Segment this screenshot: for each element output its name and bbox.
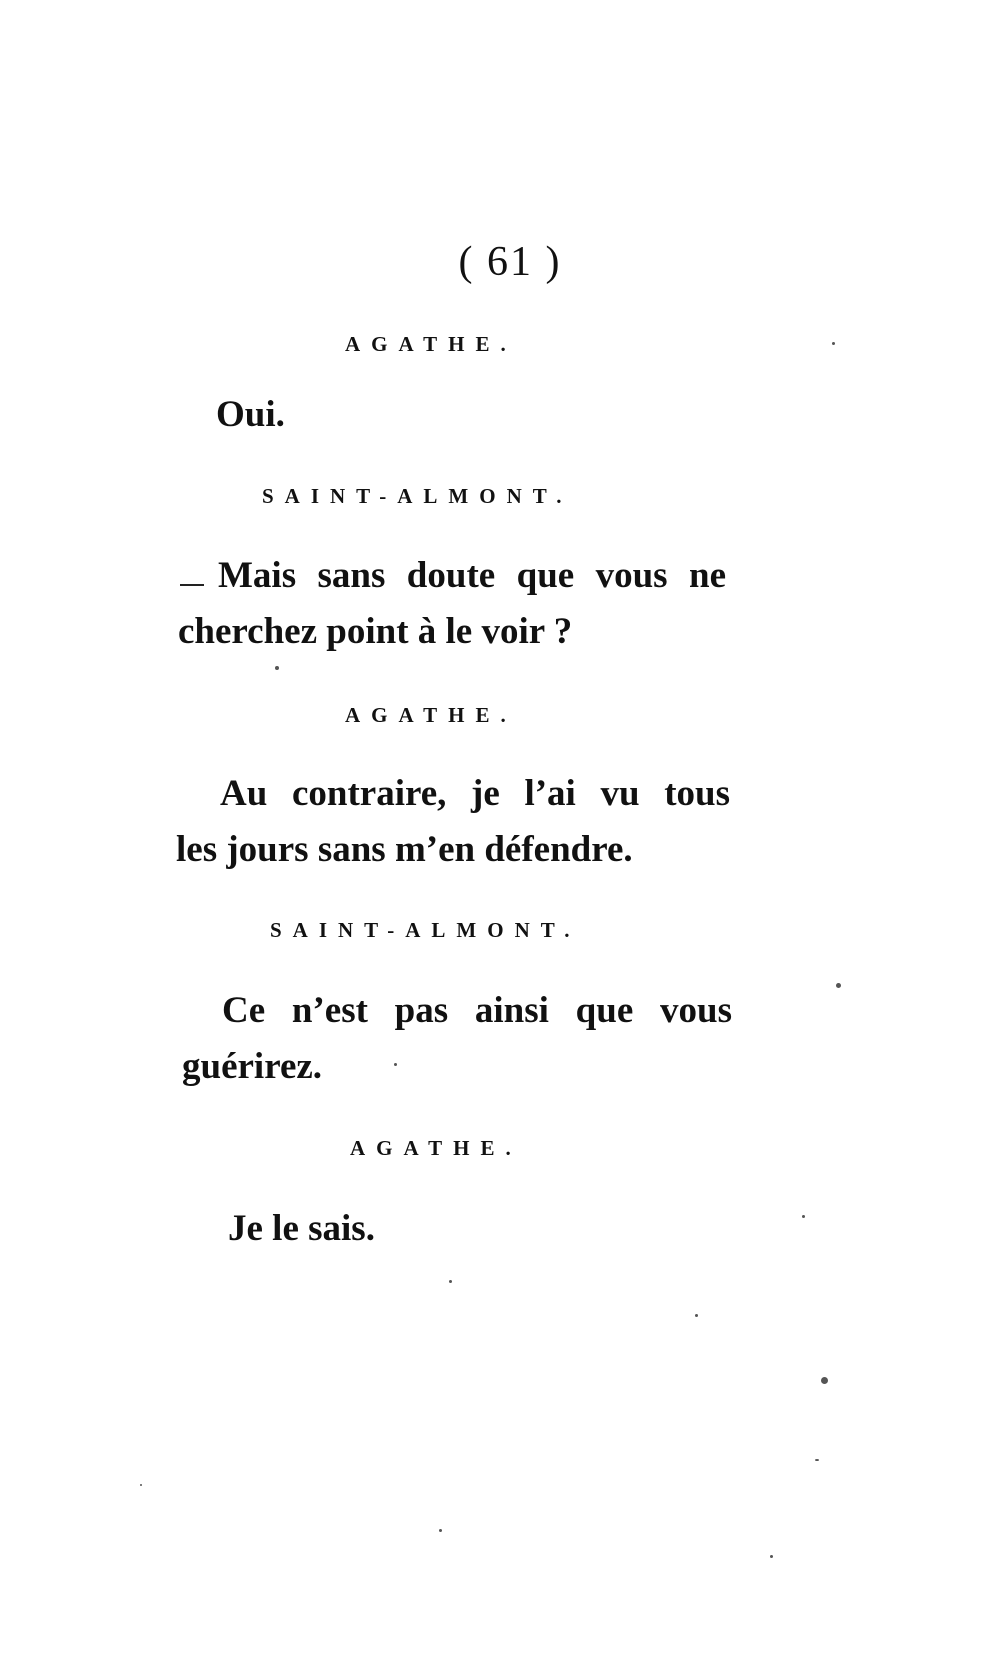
scan-speck — [439, 1529, 442, 1532]
scan-speck — [770, 1555, 773, 1558]
scan-speck — [802, 1215, 805, 1218]
scan-speck — [815, 1459, 819, 1461]
speech-line: les jours sans m’en défendre. — [176, 829, 633, 870]
speaker-name: AGATHE. — [345, 703, 517, 727]
speech-line: Je le sais. — [228, 1208, 375, 1249]
scan-speck — [836, 983, 841, 988]
scan-speck — [140, 1484, 142, 1486]
scan-speck — [275, 666, 279, 670]
scan-speck — [449, 1280, 452, 1283]
scan-speck — [821, 1377, 828, 1384]
speaker-name: AGATHE. — [345, 332, 517, 356]
speech-line — [222, 983, 732, 1039]
scan-speck — [695, 1314, 698, 1317]
scan-speck — [394, 1063, 397, 1066]
speaker-name: SAINT-ALMONT. — [262, 484, 573, 508]
speech-line — [218, 548, 726, 604]
speaker-name: AGATHE. — [350, 1136, 522, 1160]
speech-line — [220, 766, 730, 822]
speech-line-text: Mais sans doute que vous ne — [218, 555, 726, 596]
speech-line-text: Au contraire, je l’ai vu tous — [220, 773, 730, 814]
speech-line: Oui. — [216, 394, 285, 435]
page-number: ( 61 ) — [458, 239, 562, 285]
speaker-name: SAINT-ALMONT. — [270, 918, 581, 942]
speech-line: cherchez point à le voir ? — [178, 611, 573, 652]
dialogue-dash — [180, 584, 204, 586]
scan-speck — [832, 342, 835, 345]
speech-line: guérirez. — [182, 1046, 323, 1087]
speech-line-text: Ce n’est pas ainsi que vous — [222, 990, 732, 1031]
